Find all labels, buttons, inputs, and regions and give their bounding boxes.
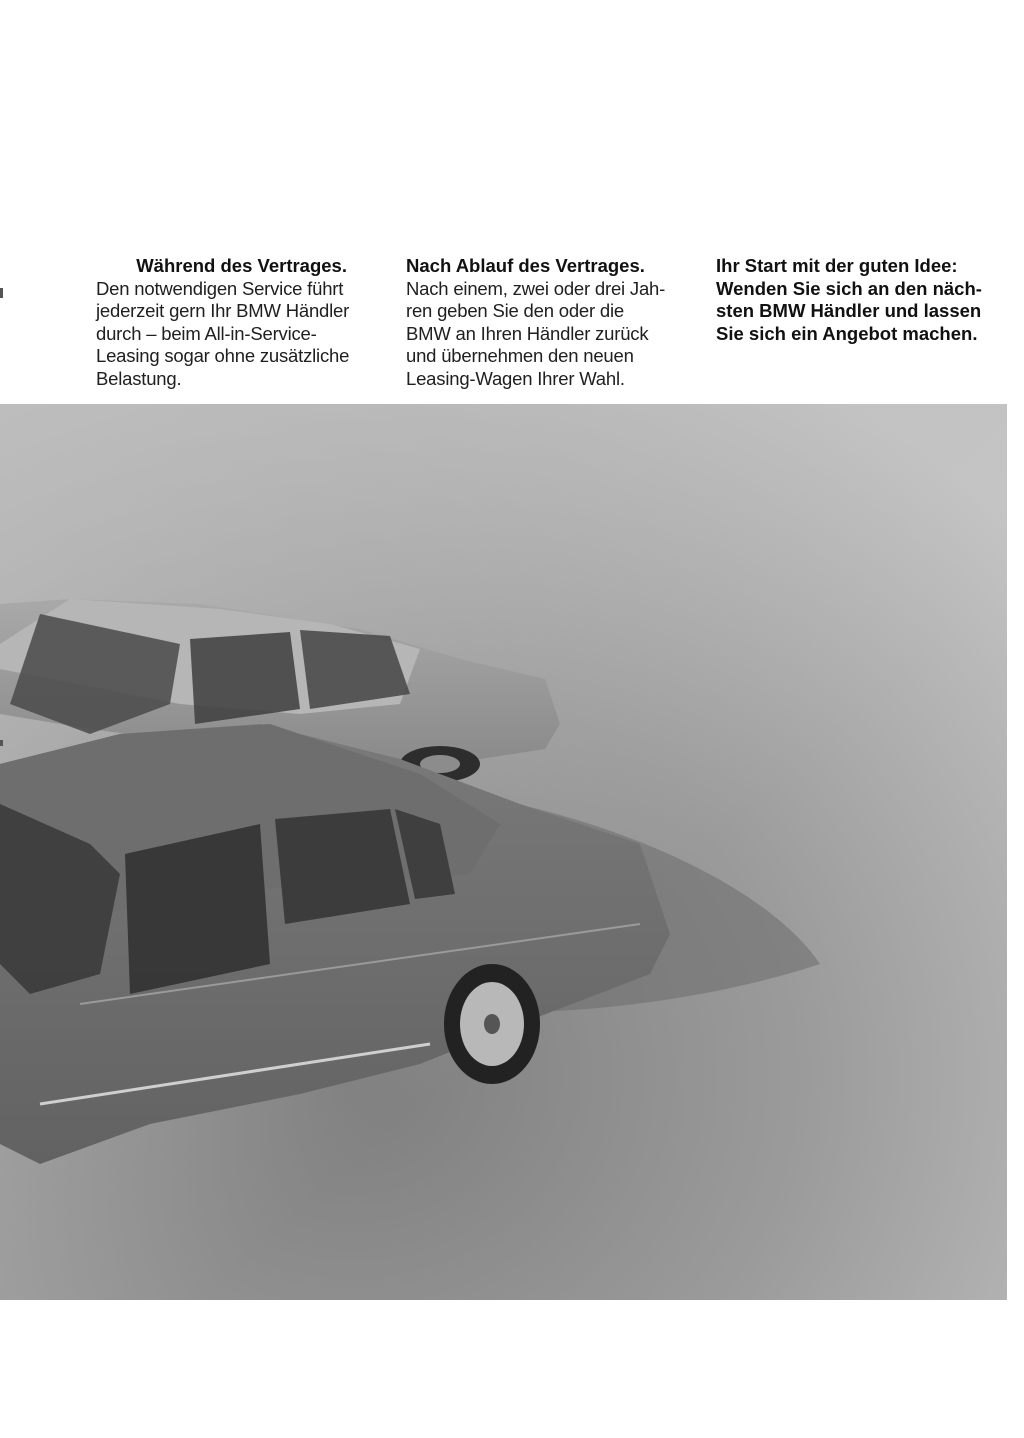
callout-line: sten BMW Händler und lassen [716,300,982,322]
scan-edge-mark [0,740,3,746]
column-after-contract [406,255,706,391]
heading-during-contract: Während des Vertrages. [136,255,347,276]
body-line: Den notwendigen Service führt [96,277,344,299]
column-during-contract [96,255,386,391]
body-line: Leasing-Wagen Ihrer Wahl. [406,367,625,389]
body-line: Leasing sogar ohne zusätzliche [96,345,350,367]
body-line: Belastung. [96,367,182,389]
body-line: jederzeit gern Ihr BMW Händler [96,300,350,322]
body-line: ren geben Sie den oder die [406,300,625,322]
scan-edge-mark [0,288,3,298]
callout-line: Sie sich ein Angebot machen. [716,322,978,344]
body-line: und übernehmen den neuen [406,345,634,367]
heading-start-idea: Ihr Start mit der guten Idee: [716,255,958,276]
two-bmw-cars-photo [0,404,1007,1300]
column-start-idea [716,255,1006,345]
body-line: durch – beim All-in-Service- [96,322,317,344]
body-line: Nach einem, zwei oder drei Jah- [406,277,666,299]
callout-line: Wenden Sie sich an den näch- [716,277,982,299]
body-line: BMW an Ihren Händler zurück [406,322,649,344]
heading-after-contract: Nach Ablauf des Vertrages. [406,255,645,276]
